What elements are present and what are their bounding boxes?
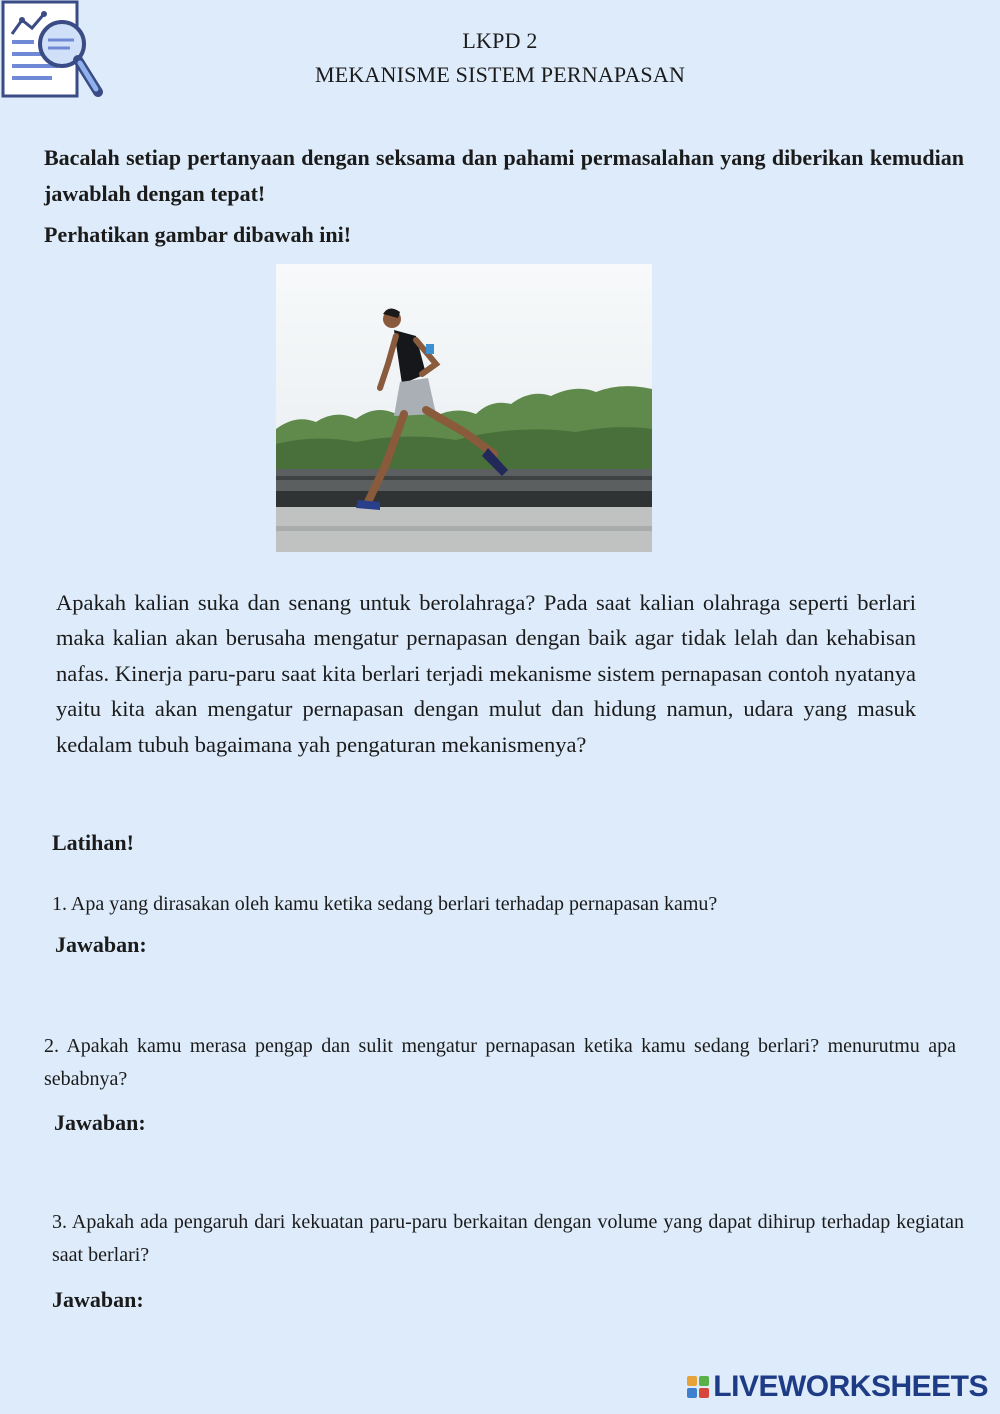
- answer-label-3: Jawaban:: [52, 1287, 144, 1312]
- answer-label-1: Jawaban:: [55, 932, 147, 957]
- liveworksheets-logo-icon: [687, 1376, 709, 1398]
- worksheet-title: MEKANISME SISTEM PERNAPASAN: [314, 62, 686, 87]
- intro-paragraph: Apakah kalian suka dan senang untuk berolahraga? Pada saat kalian olahraga seperti berlari maka kalian akan berusaha mengatur pernapasan dengan baik agar tidak lelah dan kehabisan nafas. Kinerja paru-paru saat kita berlari terjadi mekanisme sistem pernapasan contoh nyatanya yaitu kita akan mengatur pernapasan dengan mulut dan hidung namun, udara yang masuk kedalam tubuh bagaimana yah pengaturan mekanismenya?: [56, 590, 916, 757]
- observe-prompt: Perhatikan gambar dibawah ini!: [44, 222, 352, 247]
- question-1: 1. Apa yang dirasakan oleh kamu ketika sedang berlari terhadap pernapasan kamu?: [52, 893, 718, 915]
- question-2: 2. Apakah kamu merasa pengap dan sulit mengatur pernapasan ketika kamu sedang berlari? menurutmu apa sebabnya?: [44, 1035, 956, 1090]
- brand-text: LIVEWORKSHEETS: [713, 1370, 988, 1403]
- question-3: 3. Apakah ada pengaruh dari kekuatan paru-paru berkaitan dengan volume yang dapat dihirup terhadap kegiatan saat berlari?: [52, 1211, 964, 1266]
- liveworksheets-brand: [687, 1370, 988, 1404]
- instruction-text: Bacalah setiap pertanyaan dengan seksama dan pahami permasalahan yang diberikan kemudian jawablah dengan tepat!: [44, 145, 964, 206]
- answer-label-2: Jawaban:: [54, 1110, 146, 1135]
- runner-photo: [276, 264, 652, 552]
- exercise-heading: Latihan!: [52, 830, 134, 855]
- worksheet-code: LKPD 2: [462, 28, 538, 53]
